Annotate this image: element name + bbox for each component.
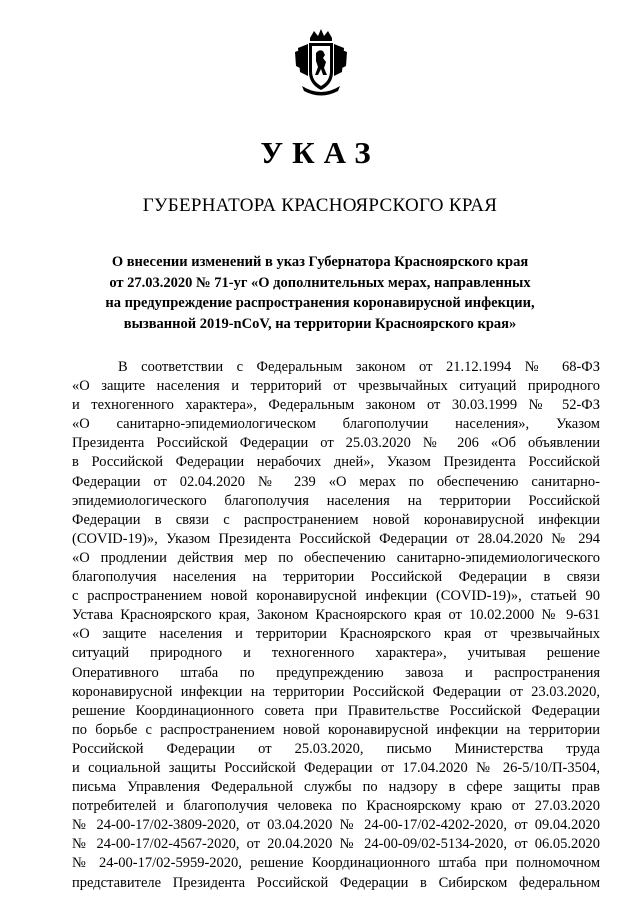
heading-line: от 27.03.2020 № 71-уг «О дополнительных мерах, направленных xyxy=(109,274,531,291)
krasnoyarsk-coat-of-arms-icon xyxy=(292,28,350,100)
body-line: «О продлении действия мер по обеспечению санитарно-эпидемиологического xyxy=(72,549,600,566)
heading-line: вызванной 2019-nCoV, на территории Красноярского края» xyxy=(123,315,517,332)
body-line: представителе Президента Российской Федерации в Сибирском федеральном xyxy=(72,874,600,891)
body-line: Оперативного штаба по предупреждению завоза и распространения xyxy=(72,664,600,681)
decree-body-paragraph xyxy=(72,358,600,893)
body-line: Устава Красноярского края, Законом Красноярского края от 10.02.2000 № 9-631 xyxy=(72,607,600,624)
document-subtitle: ГУБЕРНАТОРА КРАСНОЯРСКОГО КРАЯ xyxy=(142,195,498,216)
heading-line: О внесении изменений в указ Губернатора Красноярского края xyxy=(111,254,529,270)
body-line: Федерации в связи с распространением новой коронавирусной инфекции xyxy=(72,511,600,528)
body-line: Президента Российской Федерации от 25.03.2020 № 206 «Об объявлении xyxy=(72,435,600,452)
body-line: письма Управления Федеральной службы по надзору в сфере защиты прав xyxy=(72,779,600,796)
body-line: В соответствии с Федеральным законом от 21.12.1994 № 68-ФЗ xyxy=(118,359,600,375)
body-line: с распространением новой коронавирусной инфекции (COVID-19)», статьей 90 xyxy=(72,588,600,605)
body-line: решение Координационного совета при Правительстве Российской Федерации xyxy=(72,702,600,719)
body-line: Российской Федерации от 25.03.2020, письмо Министерства труда xyxy=(72,740,600,757)
body-line: благополучия населения на территории Российской Федерации в связи xyxy=(72,569,600,586)
body-line: № 24-00-17/02-5959-2020, решение Координационного штаба при полномочном xyxy=(72,855,600,872)
body-line: потребителей и благополучия человека по Красноярскому краю от 27.03.2020 xyxy=(72,798,600,815)
decree-heading xyxy=(80,252,560,334)
body-line: коронавирусной инфекции на территории Российской Федерации от 23.03.2020, xyxy=(72,683,600,700)
body-line: в Российской Федерации нерабочих дней», Указом Президента Российской xyxy=(72,454,600,471)
body-line: (COVID-19)», Указом Президента Российской Федерации от 28.04.2020 № 294 xyxy=(72,530,600,547)
body-line: «О санитарно-эпидемиологическом благополучии населения», Указом xyxy=(72,416,600,433)
body-line: и техногенного характера», Федеральным законом от 30.03.1999 № 52-ФЗ xyxy=(72,397,600,414)
body-line: «О защите населения и территорий от чрезвычайных ситуаций природного xyxy=(72,378,600,395)
body-line: «О защите населения и территории Красноярского края от чрезвычайных xyxy=(72,626,600,643)
body-line: № 24-00-17/02-4567-2020, от 20.04.2020 № 24-00-09/02-5134-2020, от 06.05.2020 xyxy=(72,836,600,853)
body-line: № 24-00-17/02-3809-2020, от 03.04.2020 № 24-00-17/02-4202-2020, от 09.04.2020 xyxy=(72,817,600,834)
body-line: эпидемиологического благополучия населения на территории Российской xyxy=(72,492,600,509)
heading-line: на предупреждение распространения коронавирусной инфекции, xyxy=(105,295,535,311)
document-title: УКАЗ xyxy=(260,135,380,170)
body-line: по борьбе с распространением новой коронавирусной инфекции на территории xyxy=(72,721,600,738)
body-line: ситуаций природного и техногенного характера», учитывая решение xyxy=(72,645,600,662)
body-line: и социальной защиты Российской Федерации от 17.04.2020 № 26-5/10/П-3504, xyxy=(72,759,600,776)
body-line: Федерации от 02.04.2020 № 239 «О мерах по обеспечению санитарно- xyxy=(72,473,600,490)
